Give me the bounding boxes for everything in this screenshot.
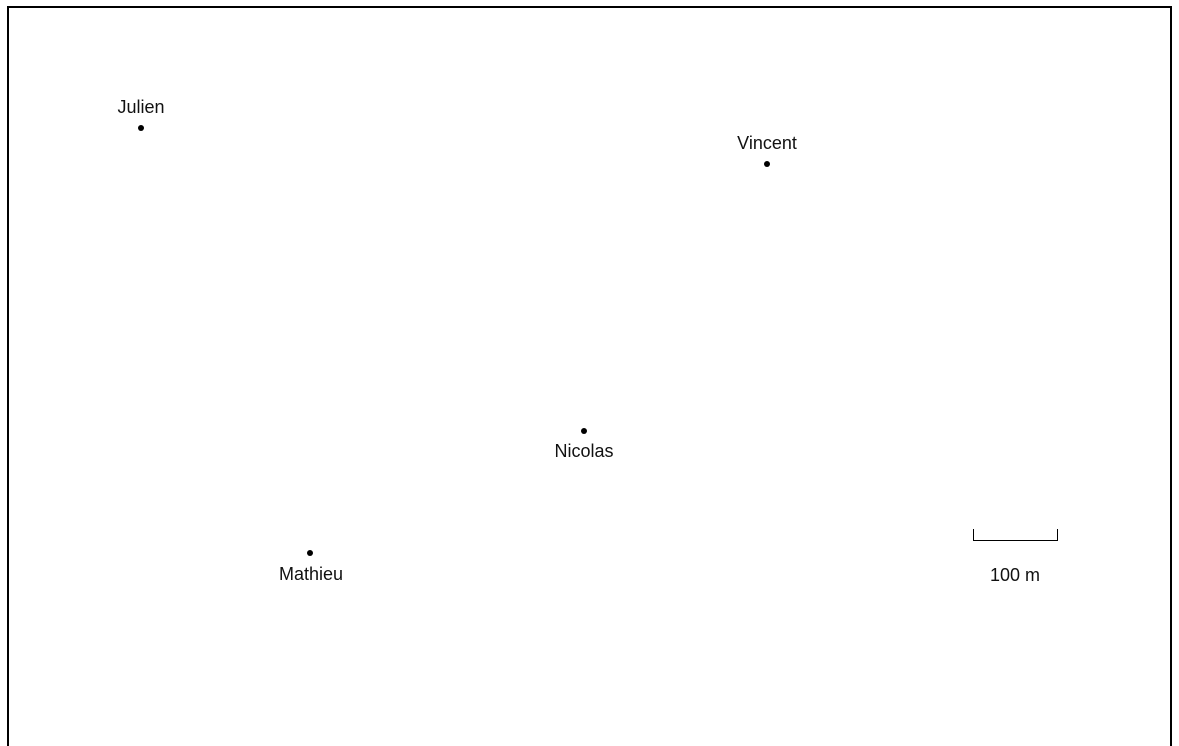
location-label-julien: Julien (117, 97, 165, 117)
map-frame (7, 6, 1172, 746)
scale-bar (973, 529, 1058, 541)
location-marker-nicolas[interactable] (581, 428, 587, 434)
location-marker-mathieu[interactable] (307, 550, 313, 556)
location-marker-julien[interactable] (138, 125, 144, 131)
location-label-nicolas: Nicolas (554, 441, 614, 461)
scale-bar-label: 100 m (989, 565, 1041, 585)
location-marker-vincent[interactable] (764, 161, 770, 167)
location-label-vincent: Vincent (737, 133, 797, 153)
location-label-mathieu: Mathieu (278, 564, 344, 584)
